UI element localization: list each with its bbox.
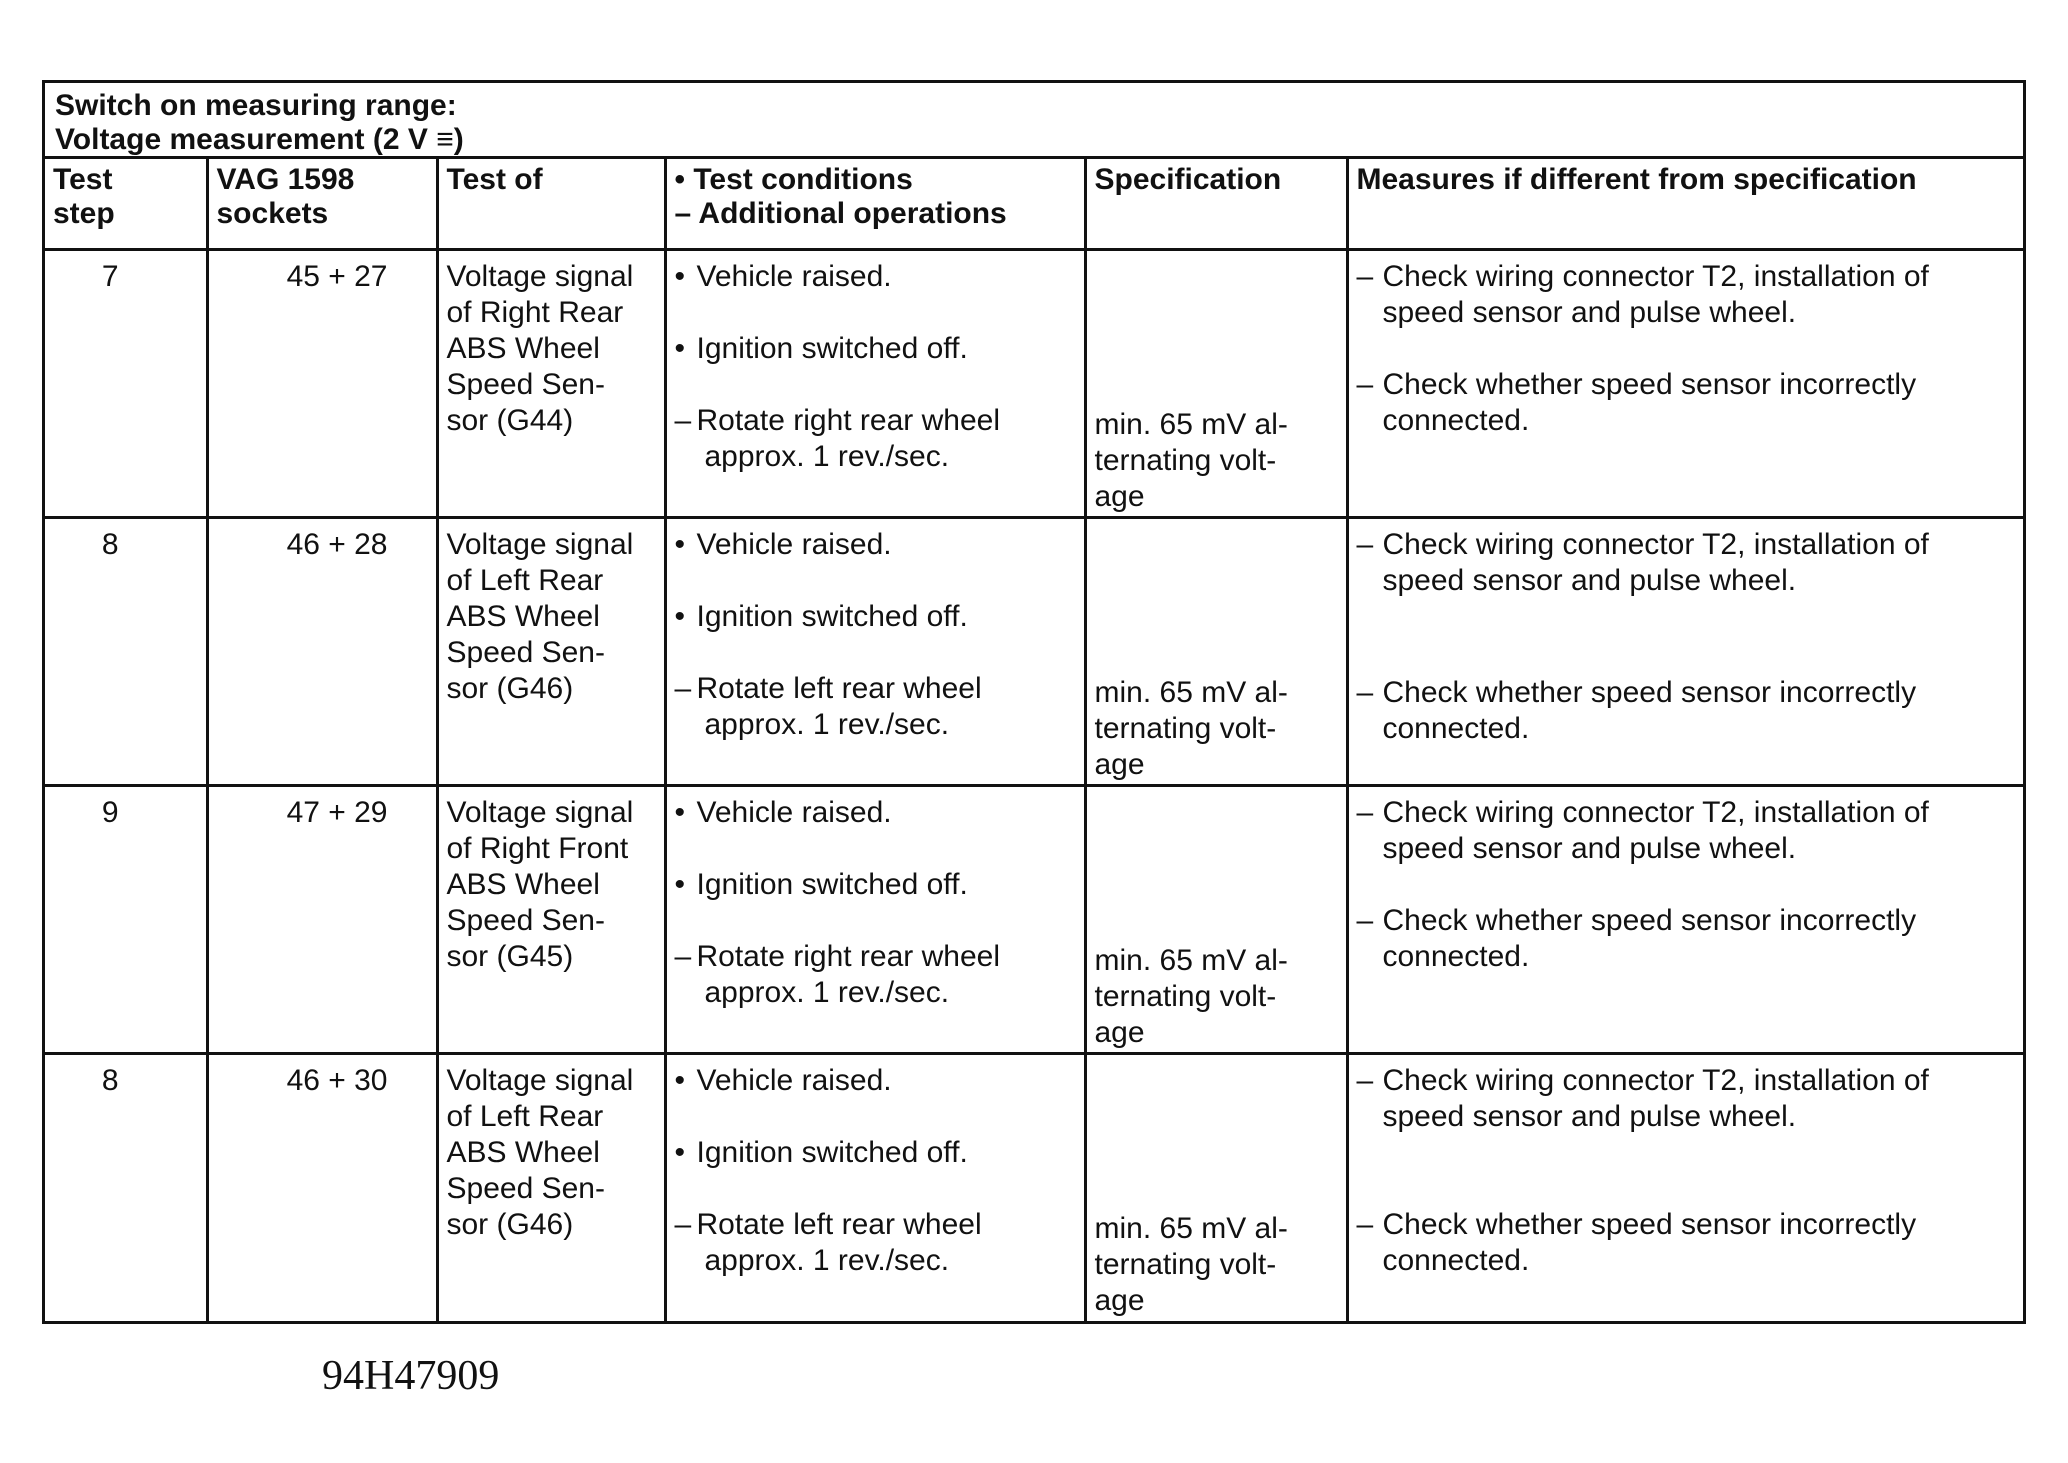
condition-item: • Vehicle raised. xyxy=(674,527,892,561)
operation-item: – Rotate left rear wheel approx. 1 rev./sec. xyxy=(674,671,982,741)
test-table-sheet xyxy=(42,80,2026,1324)
cell-test-of: Voltage signal of Left Rear ABS Wheel Speed Sen- sor (G46) xyxy=(437,517,665,785)
operation-item: – Rotate right rear wheel approx. 1 rev./sec. xyxy=(674,939,1000,1009)
table-row xyxy=(45,785,2023,1053)
cell-measures xyxy=(1347,785,2023,1053)
range-line-1: Switch on measuring range: xyxy=(55,89,457,122)
cell-step: 8 xyxy=(45,1053,207,1321)
cell-conditions xyxy=(665,517,1085,785)
cell-conditions xyxy=(665,1053,1085,1321)
measure-item: – Check wiring connector T2, installation of speed sensor and pulse wheel. xyxy=(1356,1063,1929,1133)
cell-test-of: Voltage signal of Left Rear ABS Wheel Speed Sen- sor (G46) xyxy=(437,1053,665,1321)
cell-sockets: 46 + 28 xyxy=(207,517,437,785)
figure-id: 94H47909 xyxy=(322,1353,500,1399)
table-row xyxy=(45,517,2023,785)
table-row xyxy=(45,1053,2023,1321)
measure-item: – Check wiring connector T2, installation of speed sensor and pulse wheel. xyxy=(1356,527,1929,597)
header-test-of: Test of xyxy=(437,159,665,249)
cell-specification: min. 65 mV al- ternating volt- age xyxy=(1085,517,1347,785)
cell-sockets: 46 + 30 xyxy=(207,1053,437,1321)
measure-item: – Check whether speed sensor incorrectly connected. xyxy=(1356,367,1917,437)
operation-item: – Rotate right rear wheel approx. 1 rev./sec. xyxy=(674,403,1000,473)
operation-item: – Rotate left rear wheel approx. 1 rev./sec. xyxy=(674,1207,982,1277)
cell-step: 9 xyxy=(45,785,207,1053)
cell-sockets: 47 + 29 xyxy=(207,785,437,1053)
measure-item: – Check wiring connector T2, installation of speed sensor and pulse wheel. xyxy=(1356,795,1929,865)
header-conditions: • Test conditions – Additional operations xyxy=(665,159,1085,249)
cell-test-of: Voltage signal of Right Rear ABS Wheel Speed Sen- sor (G44) xyxy=(437,249,665,517)
cell-step: 7 xyxy=(45,249,207,517)
condition-item: • Vehicle raised. xyxy=(674,259,892,293)
cell-specification: min. 65 mV al- ternating volt- age xyxy=(1085,249,1347,517)
table-row xyxy=(45,249,2023,517)
header-sockets: VAG 1598 sockets xyxy=(207,159,437,249)
cell-step: 8 xyxy=(45,517,207,785)
measure-item: – Check whether speed sensor incorrectly connected. xyxy=(1356,1207,1917,1277)
cell-conditions xyxy=(665,785,1085,1053)
test-steps-table xyxy=(45,159,2023,1321)
cell-measures xyxy=(1347,517,2023,785)
condition-item: • Ignition switched off. xyxy=(674,1135,968,1169)
cell-sockets: 45 + 27 xyxy=(207,249,437,517)
condition-item: • Vehicle raised. xyxy=(674,795,892,829)
measure-item: – Check wiring connector T2, installation of speed sensor and pulse wheel. xyxy=(1356,259,1929,329)
measure-item: – Check whether speed sensor incorrectly connected. xyxy=(1356,903,1917,973)
header-test-step: Test step xyxy=(45,159,207,249)
cell-specification: min. 65 mV al- ternating volt- age xyxy=(1085,785,1347,1053)
condition-item: • Ignition switched off. xyxy=(674,599,968,633)
cell-measures xyxy=(1347,1053,2023,1321)
header-specification: Specification xyxy=(1085,159,1347,249)
table-header-row xyxy=(45,159,2023,249)
measure-item: – Check whether speed sensor incorrectly connected. xyxy=(1356,675,1917,745)
range-line-2: Voltage measurement (2 V ≡) xyxy=(55,123,464,156)
measuring-range-header xyxy=(45,83,2023,159)
condition-item: • Ignition switched off. xyxy=(674,331,968,365)
condition-item: • Ignition switched off. xyxy=(674,867,968,901)
cell-test-of: Voltage signal of Right Front ABS Wheel Speed Sen- sor (G45) xyxy=(437,785,665,1053)
cell-measures xyxy=(1347,249,2023,517)
header-measures: Measures if different from specification xyxy=(1347,159,2023,249)
cell-specification: min. 65 mV al- ternating volt- age xyxy=(1085,1053,1347,1321)
cell-conditions xyxy=(665,249,1085,517)
condition-item: • Vehicle raised. xyxy=(674,1063,892,1097)
